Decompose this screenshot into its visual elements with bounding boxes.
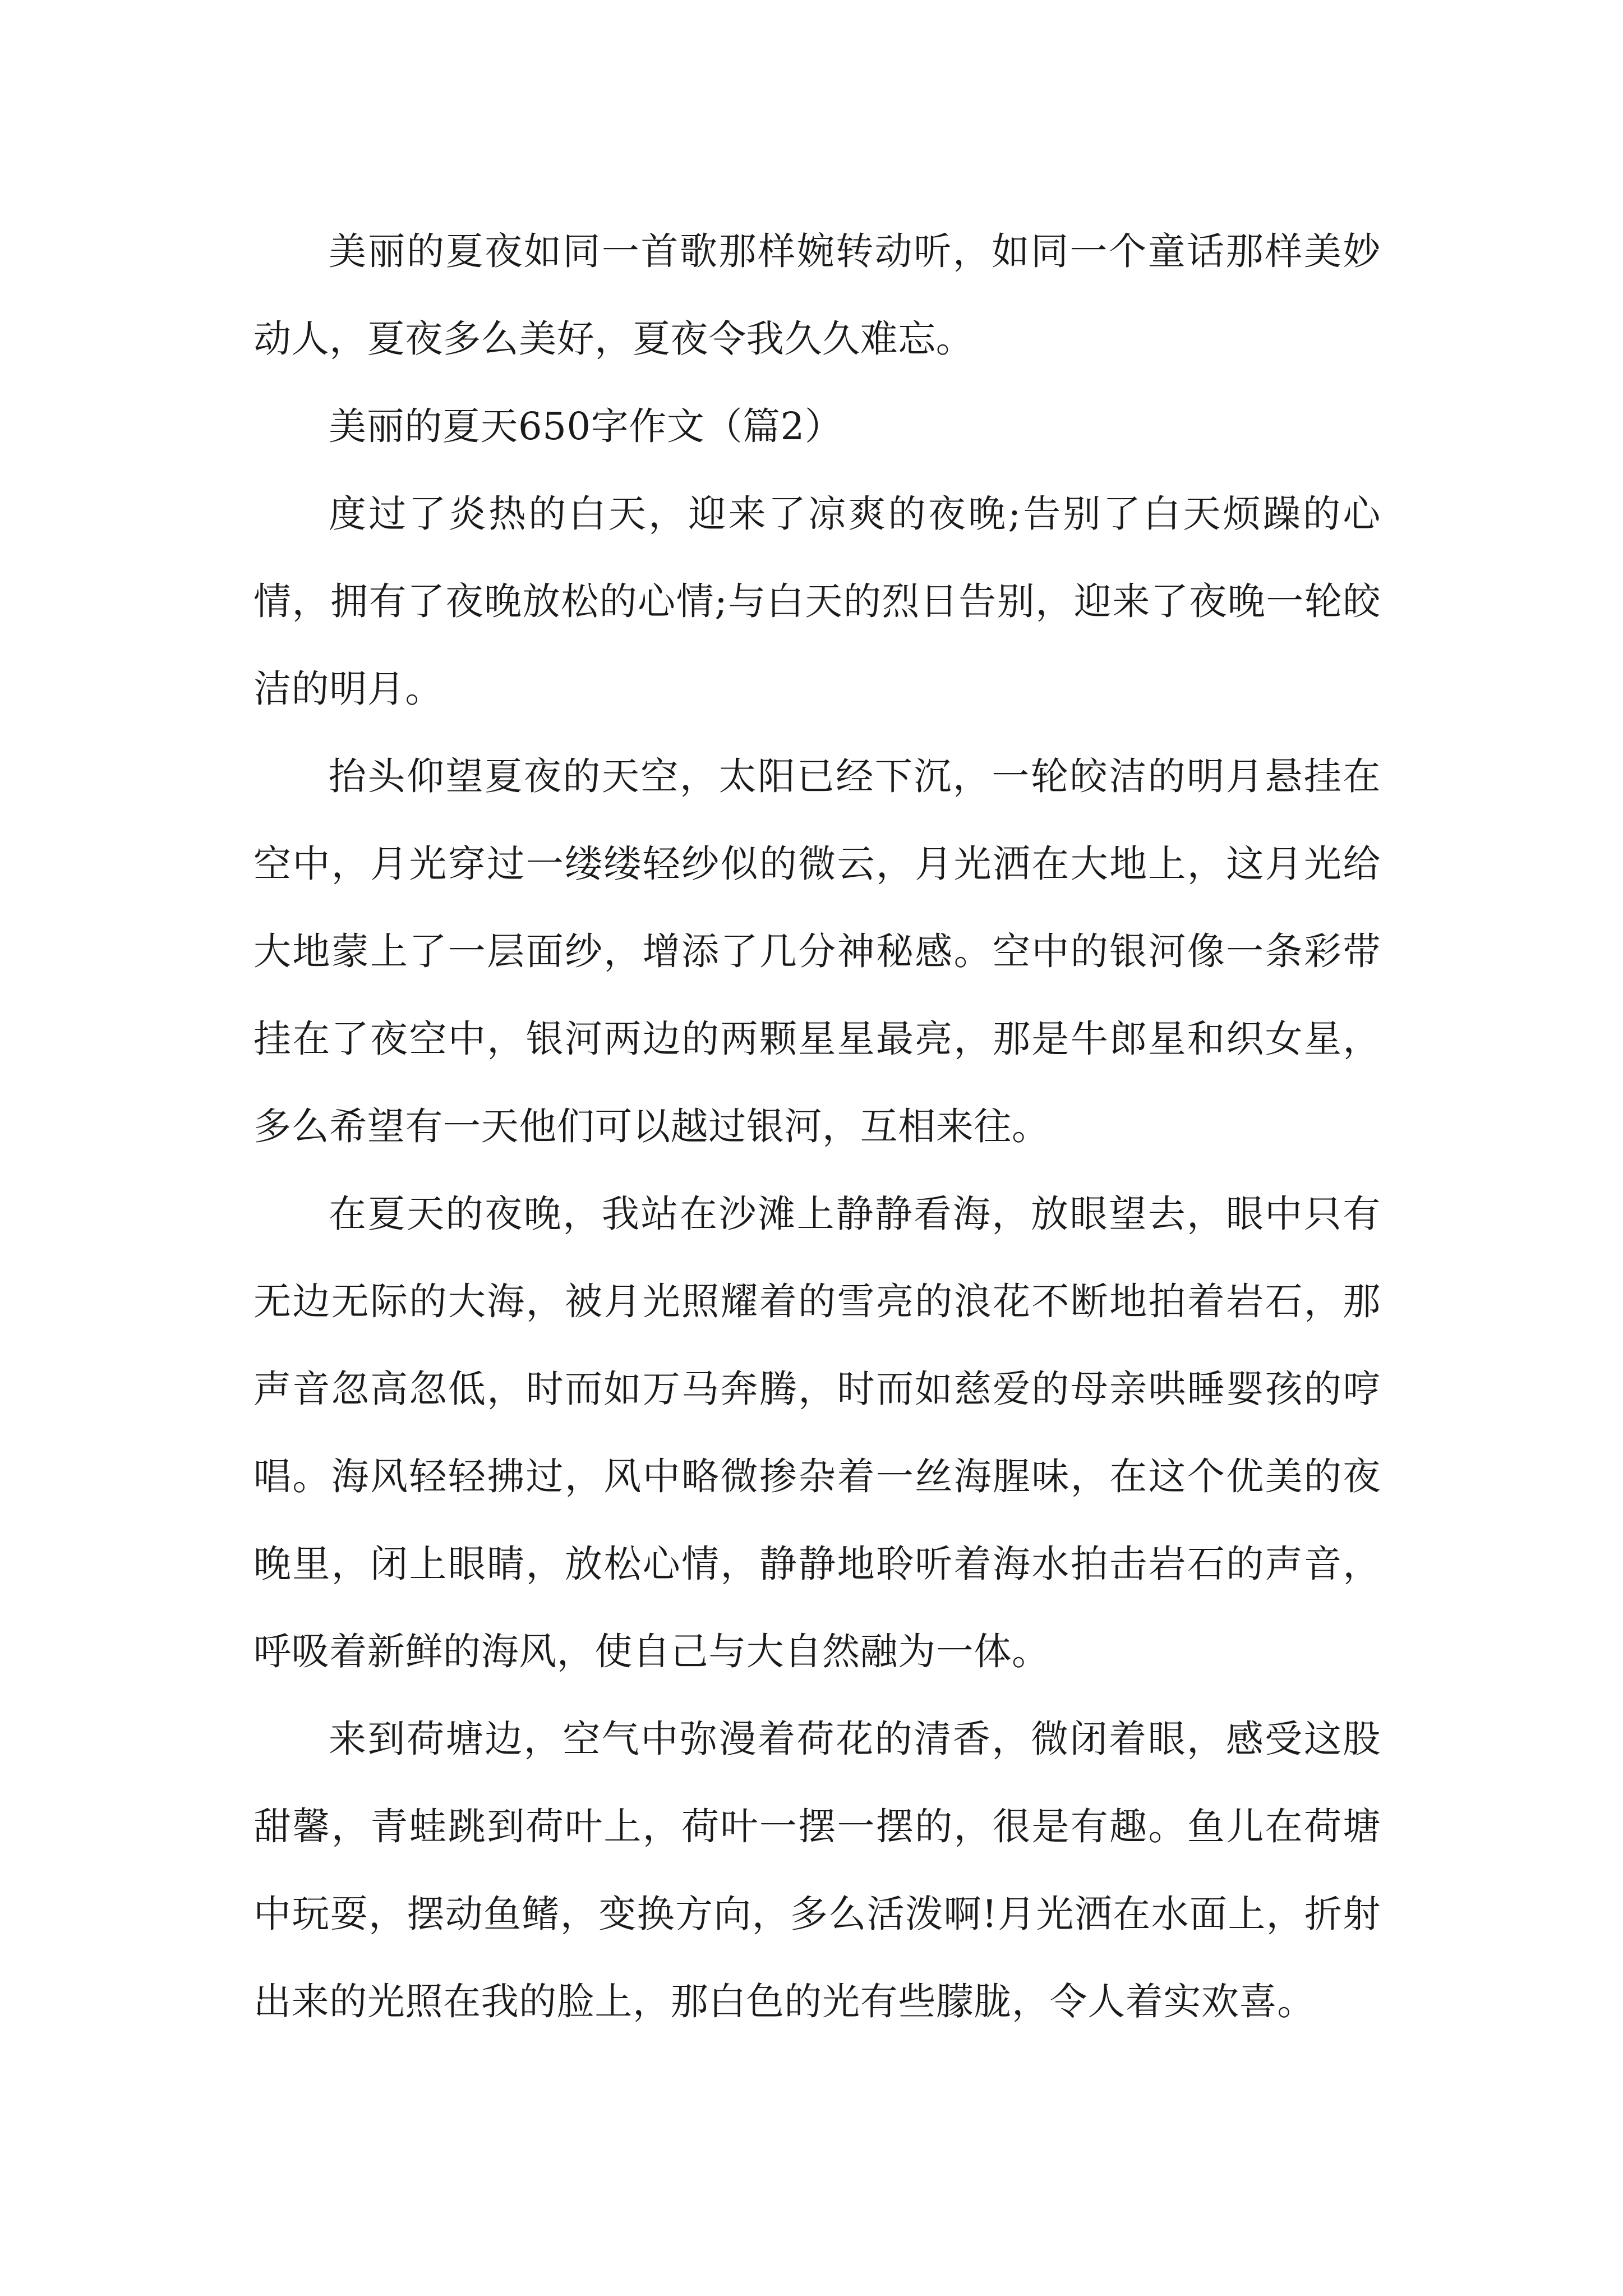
paragraph-night-sky: 抬头仰望夏夜的天空，太阳已经下沉，一轮皎洁的明月悬挂在空中，月光穿过一缕缕轻纱似的微云，月光洒在大地上，这月光给大地蒙上了一层面纱，增添了几分神秘感。空中的银河像一条彩带挂在了夜空中，银河两边的两颗星星最亮，那是牛郎星和织女星，多么希望有一天他们可以越过银河，互相来往。 — [253, 754, 1381, 1148]
paragraph-seaside: 在夏天的夜晚，我站在沙滩上静静看海，放眼望去，眼中只有无边无际的大海，被月光照耀着的雪亮的浪花不断地拍着岩石，那声音忽高忽低，时而如万马奔腾，时而如慈爱的母亲哄睡婴孩的哼唱。海风轻轻拂过，风中略微掺杂着一丝海腥味，在这个优美的夜晚里，闭上眼睛，放松心情，静静地聆听着海水拍击岩石的声音，呼吸着新鲜的海风，使自己与大自然融为一体。 — [253, 1192, 1381, 1673]
paragraph-lotus-pond: 来到荷塘边，空气中弥漫着荷花的清香，微闭着眼，感受这股甜馨，青蛙跳到荷叶上，荷叶一摆一摆的，很是有趣。鱼儿在荷塘中玩耍，摆动鱼鳍，变换方向，多么活泼啊!月光洒在水面上，折射出来的光照在我的脸上，那白色的光有些朦胧，令人着实欢喜。 — [253, 1717, 1381, 2023]
paragraph-day-to-night: 度过了炎热的白天，迎来了凉爽的夜晚;告别了白天烦躁的心情，拥有了夜晚放松的心情;与白天的烈日告别，迎来了夜晚一轮皎洁的明月。 — [253, 492, 1381, 711]
section-heading: 美丽的夏天650字作文（篇2） — [329, 404, 843, 448]
paragraph-intro-ending: 美丽的夏夜如同一首歌那样婉转动听，如同一个童话那样美妙动人，夏夜多么美好，夏夜令我久久难忘。 — [253, 229, 1381, 361]
document-body — [253, 208, 1381, 2045]
